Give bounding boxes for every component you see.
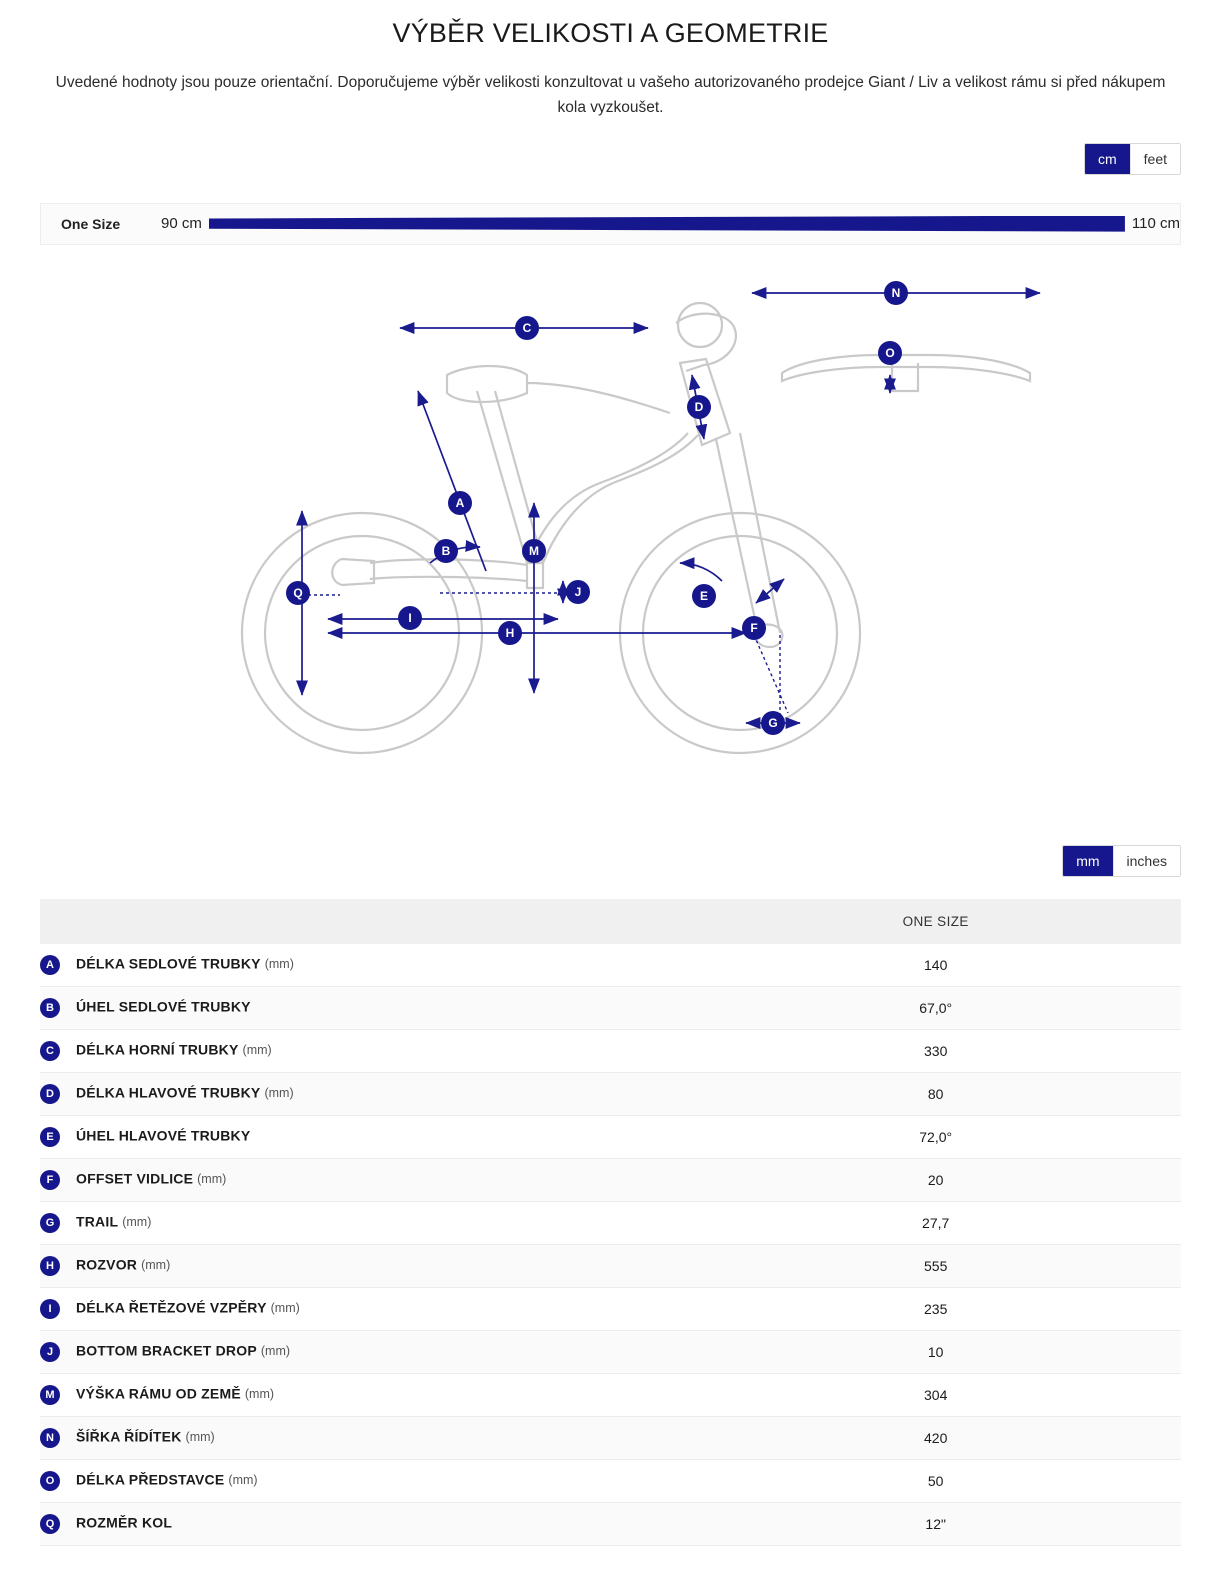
row-measure-unit: (mm)	[185, 1430, 215, 1445]
row-key-badge: D	[40, 1084, 60, 1104]
row-key-badge: H	[40, 1256, 60, 1276]
row-key-badge: B	[40, 998, 60, 1018]
row-key-badge: J	[40, 1342, 60, 1362]
page-title: VÝBĚR VELIKOSTI A GEOMETRIE	[392, 18, 829, 48]
table-header-row	[40, 899, 1181, 944]
size-bar-fill	[209, 216, 1125, 232]
row-measure-name: DÉLKA PŘEDSTAVCE	[76, 1471, 225, 1488]
row-label-cell	[40, 1373, 690, 1416]
row-measure-unit: (mm)	[141, 1258, 171, 1273]
geo-unit-mm-button[interactable]: mm	[1063, 846, 1112, 876]
row-value: 20	[927, 1171, 944, 1188]
row-value: 50	[927, 1472, 944, 1489]
svg-text:J: J	[574, 584, 582, 599]
row-measure-unit: (mm)	[242, 1043, 272, 1058]
row-value: 555	[924, 1257, 948, 1274]
row-label-cell	[40, 1072, 690, 1115]
size-bar-track	[209, 216, 1125, 232]
diagram-marker-A	[448, 491, 472, 515]
row-label-cell	[40, 1115, 690, 1158]
svg-text:H: H	[505, 625, 515, 640]
svg-text:O: O	[885, 345, 895, 360]
size-range-bar	[40, 203, 1181, 245]
row-measure-name: DÉLKA SEDLOVÉ TRUBKY	[76, 955, 261, 972]
geometry-page	[0, 18, 1221, 1546]
geometry-diagram	[40, 263, 1181, 823]
row-measure-name: DÉLKA HLAVOVÉ TRUBKY	[76, 1084, 261, 1101]
row-measure-unit: (mm)	[122, 1215, 152, 1230]
row-measure-unit: (mm)	[260, 1344, 291, 1359]
table-row	[40, 1330, 1181, 1373]
svg-text:B: B	[441, 543, 451, 558]
table-row	[40, 1244, 1181, 1287]
svg-text:I: I	[408, 610, 412, 625]
header-blank	[40, 899, 690, 944]
row-key-badge: Q	[40, 1514, 60, 1534]
table-head	[40, 899, 1181, 944]
row-label-cell	[40, 986, 690, 1029]
svg-text:C: C	[522, 320, 532, 335]
table-row	[40, 986, 1181, 1029]
row-value: 140	[924, 956, 948, 973]
row-measure-unit: (mm)	[264, 1086, 294, 1101]
diagram-marker-I	[398, 606, 422, 630]
svg-text:E: E	[699, 588, 709, 603]
row-value: 420	[924, 1429, 948, 1446]
table-row	[40, 1158, 1181, 1201]
table-row	[40, 1373, 1181, 1416]
row-measure-name: ROZMĚR KOL	[76, 1514, 173, 1531]
row-measure-name: OFFSET VIDLICE	[76, 1170, 194, 1187]
table-body	[40, 944, 1181, 1546]
row-label-cell	[40, 1287, 690, 1330]
diagram-marker-G	[761, 711, 785, 735]
header-one-size: ONE SIZE	[690, 899, 1181, 944]
row-key-badge: F	[40, 1170, 60, 1190]
row-measure-name: ŠÍŘKA ŘÍDÍTEK	[76, 1428, 182, 1445]
row-label-cell	[40, 1029, 690, 1072]
size-max-label: 110 cm	[1131, 215, 1180, 233]
row-value: 10	[927, 1343, 944, 1360]
row-measure-name: TRAIL	[76, 1213, 119, 1230]
row-value: 80	[927, 1085, 944, 1102]
rider-unit-feet-button[interactable]: feet	[1130, 144, 1180, 174]
size-name-label: One Size	[61, 215, 121, 232]
row-label-cell	[40, 1330, 690, 1373]
table-row	[40, 1459, 1181, 1502]
svg-text:G: G	[768, 715, 778, 730]
row-key-badge: A	[40, 955, 60, 975]
row-label-cell	[40, 944, 690, 987]
diagram-marker-Q	[286, 581, 310, 605]
row-value: 235	[924, 1300, 948, 1317]
row-measure-name: ROZVOR	[76, 1256, 138, 1273]
table-row	[40, 1072, 1181, 1115]
diagram-marker-N	[884, 281, 908, 305]
svg-text:Q: Q	[293, 585, 303, 600]
row-value: 330	[924, 1042, 948, 1059]
geometry-table-wrap	[40, 899, 1181, 1546]
row-key-badge: O	[40, 1471, 60, 1491]
rider-unit-cm-button[interactable]: cm	[1085, 144, 1130, 174]
svg-text:D: D	[694, 399, 704, 414]
row-value: 72,0°	[919, 1128, 953, 1145]
row-label-cell	[40, 1201, 690, 1244]
geo-unit-toggle[interactable]	[1062, 845, 1181, 877]
row-value: 27,7	[922, 1214, 950, 1231]
diagram-marker-C	[515, 316, 539, 340]
diagram-marker-F	[742, 616, 766, 640]
diagram-marker-B	[434, 539, 458, 563]
table-row	[40, 1502, 1181, 1545]
row-measure-unit: (mm)	[264, 957, 294, 972]
row-label-cell	[40, 1244, 690, 1287]
diagram-marker-D	[687, 395, 711, 419]
diagram-marker-O	[878, 341, 902, 365]
size-min-label: 90 cm	[161, 215, 202, 233]
table-row	[40, 1115, 1181, 1158]
row-value: 67,0°	[919, 999, 953, 1016]
row-measure-unit: (mm)	[270, 1301, 300, 1316]
row-measure-name: VÝŠKA RÁMU OD ZEMĚ	[76, 1385, 241, 1402]
page-subtitle: Uvedené hodnoty jsou pouze orientační. Doporučujeme výběr velikosti konzultovat u vašeho autorizovaného prodejce Giant / Liv a velikost rámu si před nákupem kola vyzkoušet.	[55, 74, 1166, 116]
row-measure-unit: (mm)	[197, 1172, 227, 1187]
table-row	[40, 1029, 1181, 1072]
svg-text:M: M	[529, 543, 539, 558]
row-key-badge: M	[40, 1385, 60, 1405]
row-measure-name: DÉLKA HORNÍ TRUBKY	[76, 1041, 239, 1058]
row-key-badge: C	[40, 1041, 60, 1061]
row-measure-name: BOTTOM BRACKET DROP	[76, 1342, 257, 1359]
rider-unit-toggle-row	[40, 143, 1181, 175]
rider-unit-toggle[interactable]	[1084, 143, 1181, 175]
diagram-marker-M	[522, 539, 546, 563]
geometry-table	[40, 899, 1181, 1546]
row-label-cell	[40, 1459, 690, 1502]
row-key-badge: N	[40, 1428, 60, 1448]
row-value: 304	[924, 1386, 948, 1403]
geo-unit-toggle-row	[40, 845, 1181, 877]
row-measure-name: ÚHEL SEDLOVÉ TRUBKY	[76, 998, 251, 1015]
table-row	[40, 1416, 1181, 1459]
row-label-cell	[40, 1416, 690, 1459]
row-key-badge: E	[40, 1127, 60, 1147]
row-measure-name: DÉLKA ŘETĚZOVÉ VZPĚRY	[76, 1299, 267, 1316]
row-label-cell	[40, 1158, 690, 1201]
svg-text:N: N	[891, 285, 901, 300]
row-measure-unit: (mm)	[244, 1387, 275, 1402]
row-value: 12"	[925, 1515, 946, 1532]
row-label-cell	[40, 1502, 690, 1545]
diagram-marker-H	[498, 621, 522, 645]
table-row	[40, 1201, 1181, 1244]
svg-text:A: A	[455, 495, 465, 510]
bike-outline	[242, 303, 1030, 753]
row-measure-unit: (mm)	[228, 1473, 258, 1488]
diagram-marker-E	[692, 584, 716, 608]
dimension-lines	[302, 293, 1040, 723]
row-key-badge: G	[40, 1213, 60, 1233]
geo-unit-inches-button[interactable]: inches	[1113, 846, 1180, 876]
table-row	[40, 1287, 1181, 1330]
table-row	[40, 944, 1181, 987]
row-key-badge: I	[40, 1299, 60, 1319]
svg-text:F: F	[750, 620, 758, 635]
row-measure-name: ÚHEL HLAVOVÉ TRUBKY	[76, 1127, 251, 1144]
diagram-marker-J	[566, 580, 590, 604]
